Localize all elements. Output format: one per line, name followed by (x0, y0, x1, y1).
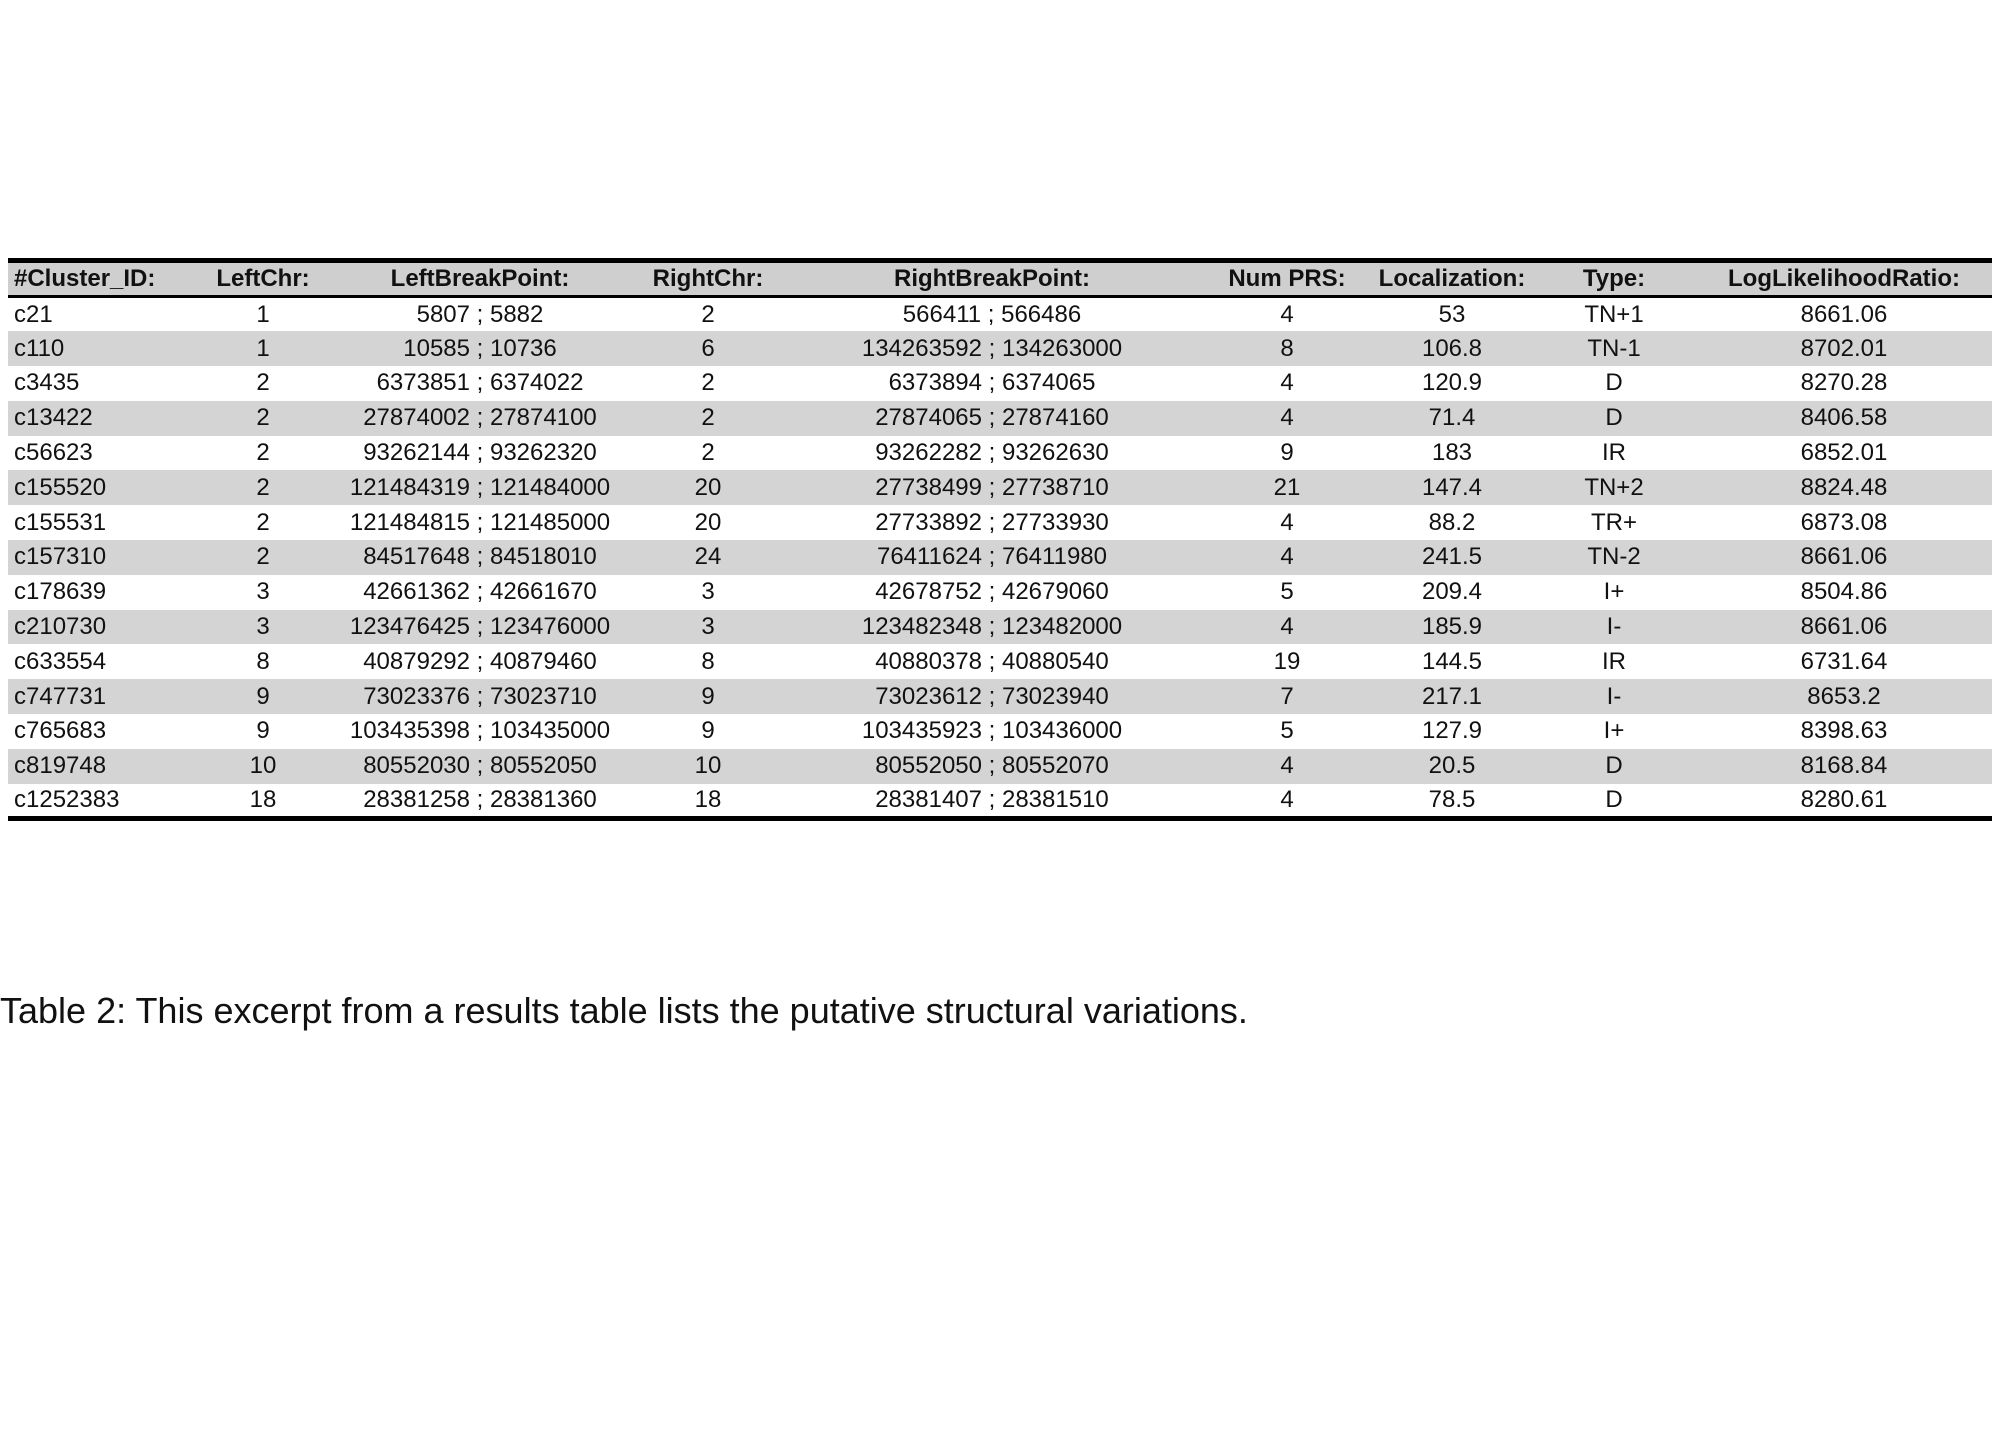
cell-right-chr: 20 (694, 508, 722, 536)
cell-log-likelihood-ratio: 8661.06 (1800, 543, 1888, 571)
cell-type: I+ (1603, 578, 1625, 606)
cell-right-chr: 24 (694, 543, 722, 571)
header-row (8, 261, 1992, 297)
cell-cluster-id: c21 (14, 300, 53, 328)
cell-left-breakpoint: 6373851 ; 6374022 (376, 369, 584, 397)
cell-right-chr: 20 (694, 473, 722, 501)
table-row (8, 610, 1992, 645)
cell-left-breakpoint: 28381258 ; 28381360 (363, 785, 597, 813)
column-header-right-breakpoint: RightBreakPoint: (893, 265, 1090, 292)
cell-cluster-id: c765683 (14, 717, 107, 745)
cell-right-chr: 10 (694, 752, 722, 780)
cell-log-likelihood-ratio: 8504.86 (1800, 578, 1888, 606)
cell-right-breakpoint: 28381407 ; 28381510 (875, 785, 1109, 813)
cell-left-chr: 2 (256, 439, 270, 467)
table-row (8, 331, 1992, 366)
cell-log-likelihood-ratio: 8168.84 (1800, 752, 1888, 780)
cell-type: IR (1602, 439, 1626, 467)
cell-left-chr: 9 (256, 717, 270, 745)
cell-log-likelihood-ratio: 8398.63 (1800, 717, 1888, 745)
table-row (8, 436, 1992, 471)
cell-cluster-id: c155531 (14, 508, 107, 536)
cell-type: I- (1606, 682, 1622, 710)
cell-right-breakpoint: 93262282 ; 93262630 (875, 439, 1109, 467)
cell-localization: 53 (1438, 300, 1466, 328)
cell-left-breakpoint: 5807 ; 5882 (416, 300, 544, 328)
results-table-container (8, 258, 1992, 821)
cell-num-prs: 5 (1280, 578, 1294, 606)
cell-localization: 147.4 (1421, 473, 1483, 501)
column-header-right-chr: RightChr: (652, 265, 764, 292)
cell-left-chr: 10 (249, 752, 277, 780)
cell-left-chr: 9 (256, 682, 270, 710)
cell-left-breakpoint: 84517648 ; 84518010 (363, 543, 597, 571)
column-header-log-likelihood-ratio: LogLikelihoodRatio: (1728, 265, 1960, 292)
cell-cluster-id: c210730 (14, 613, 107, 641)
cell-cluster-id: c747731 (14, 682, 107, 710)
cell-type: I+ (1603, 717, 1625, 745)
cell-right-chr: 18 (694, 785, 722, 813)
cell-left-breakpoint: 40879292 ; 40879460 (363, 647, 597, 675)
cell-right-chr: 6 (701, 334, 715, 362)
cell-left-chr: 1 (256, 300, 270, 328)
cell-num-prs: 4 (1280, 369, 1294, 397)
table-row (8, 297, 1992, 332)
cell-num-prs: 4 (1280, 300, 1294, 328)
cell-type: I- (1606, 613, 1622, 641)
cell-right-breakpoint: 42678752 ; 42679060 (875, 578, 1109, 606)
cell-right-breakpoint: 27738499 ; 27738710 (875, 473, 1109, 501)
cell-cluster-id: c633554 (14, 647, 107, 675)
table-row (8, 470, 1992, 505)
table-row (8, 401, 1992, 436)
cell-right-breakpoint: 76411624 ; 76411980 (876, 543, 1107, 571)
cell-num-prs: 8 (1280, 334, 1294, 362)
cell-num-prs: 4 (1280, 543, 1294, 571)
cell-cluster-id: c1252383 (14, 785, 120, 813)
cell-log-likelihood-ratio: 8270.28 (1800, 369, 1888, 397)
cell-right-breakpoint: 27733892 ; 27733930 (875, 508, 1109, 536)
cell-localization: 185.9 (1421, 613, 1483, 641)
cell-type: TR+ (1590, 508, 1637, 536)
table-row (8, 749, 1992, 784)
column-header-localization: Localization: (1378, 265, 1526, 292)
table-row (8, 714, 1992, 749)
cell-left-breakpoint: 121484319 ; 121484000 (349, 473, 611, 501)
cell-log-likelihood-ratio: 8702.01 (1800, 334, 1888, 362)
cell-right-breakpoint: 103435923 ; 103436000 (861, 717, 1123, 745)
cell-left-breakpoint: 80552030 ; 80552050 (363, 752, 597, 780)
table-row (8, 644, 1992, 679)
cell-left-chr: 3 (256, 578, 270, 606)
column-header-left-chr: LeftChr: (216, 265, 310, 292)
cell-left-breakpoint: 121484815 ; 121485000 (349, 508, 611, 536)
cell-left-breakpoint: 27874002 ; 27874100 (363, 404, 597, 432)
cell-right-chr: 9 (701, 717, 715, 745)
cell-type: D (1605, 369, 1623, 397)
cell-type: D (1605, 785, 1623, 813)
table-row (8, 784, 1992, 819)
cell-right-breakpoint: 6373894 ; 6374065 (888, 369, 1096, 397)
cell-localization: 209.4 (1421, 578, 1483, 606)
cell-type: TN-2 (1587, 543, 1641, 571)
cell-localization: 20.5 (1428, 752, 1476, 780)
cell-localization: 144.5 (1421, 647, 1483, 675)
cell-right-chr: 2 (701, 404, 715, 432)
cell-type: D (1605, 404, 1623, 432)
cell-log-likelihood-ratio: 6852.01 (1800, 439, 1888, 467)
cell-type: IR (1602, 647, 1626, 675)
cell-cluster-id: c13422 (14, 404, 93, 432)
table-row (8, 575, 1992, 610)
cell-log-likelihood-ratio: 8661.06 (1800, 300, 1888, 328)
cell-left-chr: 3 (256, 613, 270, 641)
cell-localization: 71.4 (1428, 404, 1476, 432)
cell-log-likelihood-ratio: 6731.64 (1800, 647, 1888, 675)
cell-right-breakpoint: 73023612 ; 73023940 (875, 682, 1109, 710)
cell-left-chr: 2 (256, 404, 270, 432)
cell-cluster-id: c110 (14, 334, 65, 362)
cell-num-prs: 19 (1273, 647, 1301, 675)
cell-localization: 217.1 (1421, 682, 1483, 710)
table-row (8, 540, 1992, 575)
cell-right-chr: 8 (701, 647, 715, 675)
cell-left-chr: 8 (256, 647, 270, 675)
cell-type: D (1605, 752, 1623, 780)
cell-left-breakpoint: 123476425 ; 123476000 (349, 613, 611, 641)
cell-left-breakpoint: 73023376 ; 73023710 (363, 682, 597, 710)
cell-left-chr: 2 (256, 543, 270, 571)
cell-localization: 127.9 (1421, 717, 1483, 745)
column-header-num-prs: Num PRS: (1228, 265, 1346, 292)
cell-left-breakpoint: 10585 ; 10736 (403, 334, 557, 362)
cell-right-breakpoint: 123482348 ; 123482000 (861, 613, 1123, 641)
cell-cluster-id: c155520 (14, 473, 107, 501)
cell-right-breakpoint: 40880378 ; 40880540 (875, 647, 1109, 675)
cell-right-chr: 3 (701, 578, 715, 606)
cell-localization: 78.5 (1428, 785, 1476, 813)
cell-num-prs: 5 (1280, 717, 1294, 745)
cell-num-prs: 4 (1280, 613, 1294, 641)
cell-log-likelihood-ratio: 8661.06 (1800, 613, 1888, 641)
cell-left-chr: 18 (249, 785, 277, 813)
column-header-type: Type: (1582, 265, 1646, 292)
cell-type: TN-1 (1587, 334, 1641, 362)
cell-num-prs: 4 (1280, 785, 1294, 813)
cell-localization: 183 (1431, 439, 1473, 467)
cell-type: TN+2 (1584, 473, 1644, 501)
cell-log-likelihood-ratio: 8653.2 (1807, 682, 1881, 710)
cell-right-chr: 2 (701, 369, 715, 397)
table-row (8, 679, 1992, 714)
cell-left-breakpoint: 42661362 ; 42661670 (363, 578, 597, 606)
table-row (8, 366, 1992, 401)
cell-num-prs: 4 (1280, 508, 1294, 536)
cell-left-breakpoint: 93262144 ; 93262320 (363, 439, 597, 467)
cell-type: TN+1 (1584, 300, 1644, 328)
column-header-cluster-id: #Cluster_ID: (14, 265, 156, 292)
cell-localization: 241.5 (1421, 543, 1483, 571)
cell-right-breakpoint: 80552050 ; 80552070 (875, 752, 1109, 780)
table-header (8, 261, 1992, 297)
table-body (8, 297, 1992, 819)
cell-log-likelihood-ratio: 6873.08 (1800, 508, 1888, 536)
cell-num-prs: 7 (1280, 682, 1294, 710)
cell-cluster-id: c178639 (14, 578, 107, 606)
cell-right-chr: 9 (701, 682, 715, 710)
cell-right-breakpoint: 566411 ; 566486 (902, 300, 1082, 328)
cell-num-prs: 4 (1280, 404, 1294, 432)
cell-right-breakpoint: 134263592 ; 134263000 (861, 334, 1123, 362)
cell-right-breakpoint: 27874065 ; 27874160 (875, 404, 1109, 432)
cell-cluster-id: c56623 (14, 439, 93, 467)
structural-variations-table (8, 258, 1992, 821)
cell-left-chr: 2 (256, 508, 270, 536)
table-row (8, 505, 1992, 540)
table-caption: Table 2: This excerpt from a results table lists the putative structural variations. (0, 990, 1248, 1031)
cell-cluster-id: c819748 (14, 752, 107, 780)
cell-localization: 106.8 (1421, 334, 1483, 362)
cell-right-chr: 2 (701, 300, 715, 328)
cell-left-chr: 2 (256, 369, 270, 397)
cell-log-likelihood-ratio: 8406.58 (1800, 404, 1888, 432)
cell-localization: 120.9 (1421, 369, 1483, 397)
cell-right-chr: 3 (701, 613, 715, 641)
column-header-left-breakpoint: LeftBreakPoint: (390, 265, 570, 292)
cell-right-chr: 2 (701, 439, 715, 467)
cell-left-chr: 2 (256, 473, 270, 501)
cell-left-breakpoint: 103435398 ; 103435000 (349, 717, 611, 745)
cell-cluster-id: c3435 (14, 369, 80, 397)
cell-log-likelihood-ratio: 8280.61 (1800, 785, 1888, 813)
cell-left-chr: 1 (256, 334, 270, 362)
cell-num-prs: 21 (1273, 473, 1301, 501)
cell-log-likelihood-ratio: 8824.48 (1800, 473, 1888, 501)
cell-localization: 88.2 (1428, 508, 1476, 536)
cell-cluster-id: c157310 (14, 543, 107, 571)
cell-num-prs: 9 (1280, 439, 1294, 467)
cell-num-prs: 4 (1280, 752, 1294, 780)
